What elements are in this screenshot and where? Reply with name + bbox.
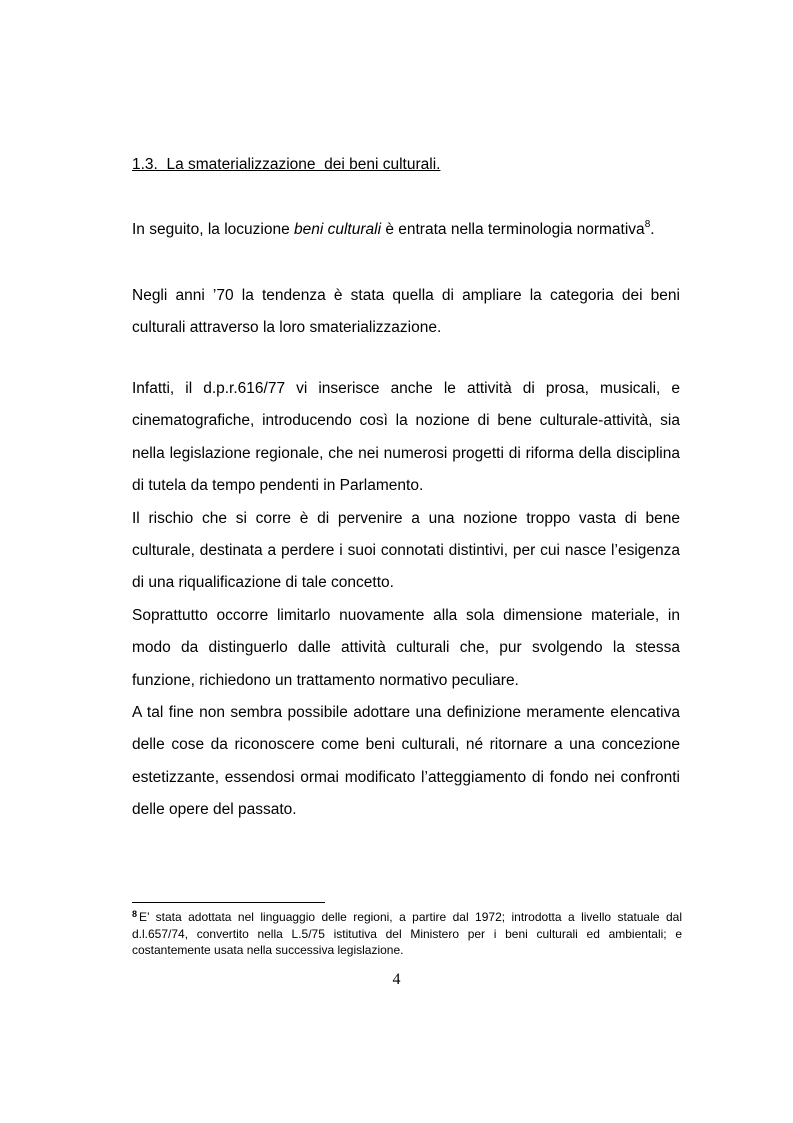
paragraph-2: Infatti, il d.p.r.616/77 vi inserisce anche le attività di prosa, musicali, e cinematografiche, introducendo così la nozione di bene culturale-attività, sia nella legislazione regionale, che nei numerosi progetti di riforma della disciplina di tutela da tempo pendenti in Parlamento.	[132, 380, 680, 495]
paragraph-4: Soprattutto occorre limitarlo nuovamente alla sola dimensione materiale, in modo da distinguerlo dalle attività culturali che, pur svolgendo la stessa funzione, richiedono un trattamento normativo peculiare.	[132, 606, 680, 689]
footnote-mark: 8	[132, 909, 138, 919]
body-block	[132, 373, 680, 827]
intro-text-end: .	[650, 221, 655, 238]
intro-italic-term: beni culturali	[294, 221, 382, 238]
paragraph-1: Negli anni ’70 la tendenza è stata quella di ampliare la categoria dei beni culturali attraverso la loro smaterializzazione.	[132, 287, 680, 337]
paragraph-3: Il rischio che si corre è di pervenire a una nozione troppo vasta di bene culturale, destinata a perdere i suoi connotati distintivi, per cui nasce l’esigenza di una riqualificazione di tale concetto.	[132, 509, 680, 592]
footnote-reference[interactable]: 8	[644, 218, 651, 230]
footnote-text: E’ stata adottata nel linguaggio delle regioni, a partire dal 1972; introdotta a livello statuale dal d.l.657/74, convertito nella L.5/75 istitutiva del Ministero per i beni culturali ed ambientali; e costantemente usata nella successiva legislazione.	[132, 910, 682, 957]
intro-text-after: è entrata nella terminologia normativa	[381, 221, 645, 238]
page-number: 4	[392, 971, 401, 988]
intro-sentence	[132, 220, 692, 240]
section-heading: 1.3. La smaterializzazione dei beni culturali.	[132, 156, 441, 173]
footnote	[132, 909, 682, 958]
footnote-separator	[132, 902, 325, 903]
paragraph-5: A tal fine non sembra possibile adottare una definizione meramente elencativa delle cose da riconoscere come beni culturali, né ritornare a una concezione estetizzante, essendosi ormai modificato l’atteggiamento di fondo nei confronti delle opere del passato.	[132, 704, 680, 819]
intro-text-before: In seguito, la locuzione	[132, 221, 294, 238]
